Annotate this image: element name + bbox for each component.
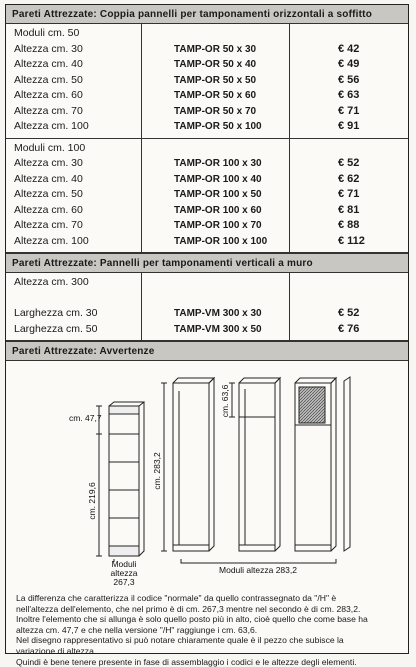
section-title-warnings: Pareti Attrezzate: Avvertenze xyxy=(6,341,408,361)
product-code: TAMP-OR 100 x 100 xyxy=(174,235,268,247)
cabinet-tall xyxy=(173,378,214,551)
cabinet-diagram xyxy=(6,361,408,591)
cabinet-split xyxy=(239,378,280,551)
table-50 xyxy=(6,24,408,139)
price: € 88 xyxy=(338,219,360,231)
cabinet-hatched xyxy=(295,378,336,551)
product-code: TAMP-OR 100 x 40 xyxy=(174,173,262,185)
price: € 91 xyxy=(338,120,360,132)
price: € 49 xyxy=(338,58,360,70)
price: € 62 xyxy=(338,172,360,185)
group-header: Moduli cm. 50 xyxy=(14,27,80,39)
group-header: Moduli cm. 100 xyxy=(14,141,86,154)
product-code: TAMP-OR 50 x 100 xyxy=(174,121,262,132)
row-label: Altezza cm. 100 xyxy=(14,120,89,132)
table-100 xyxy=(6,139,408,254)
row-label: Altezza cm. 30 xyxy=(14,42,83,55)
dim-label-283: cm. 283,2 xyxy=(152,452,162,490)
product-code: TAMP-OR 100 x 70 xyxy=(174,220,262,231)
row-label: Altezza cm. 40 xyxy=(14,58,83,70)
dim-label-63: cm. 63,6 xyxy=(220,384,230,418)
price: € 71 xyxy=(338,104,360,117)
section-title-vertical: Pareti Attrezzate: Pannelli per tamponamenti verticali a muro xyxy=(6,253,408,273)
technical-drawing xyxy=(6,361,408,591)
price: € 63 xyxy=(338,89,360,101)
caption-left-line2: altezza xyxy=(110,568,138,578)
product-code: TAMP-OR 100 x 30 xyxy=(174,158,262,169)
row-label: Altezza cm. 60 xyxy=(14,89,83,101)
row-label: Larghezza cm. 30 xyxy=(14,307,98,319)
row-label: Altezza cm. 50 xyxy=(14,73,83,86)
note-line: Quindi è bene tenere presente in fase di assemblaggio i codici e le altezze degli elementi. xyxy=(16,656,357,667)
row-label: Altezza cm. 50 xyxy=(14,188,83,200)
warning-notes xyxy=(6,591,408,667)
caption-left-line1: Moduli xyxy=(111,559,137,569)
product-code: TAMP-VM 300 x 50 xyxy=(174,323,262,335)
table-vertical xyxy=(6,273,408,341)
price: € 76 xyxy=(338,322,360,335)
dim-label-47: cm. 47,7 xyxy=(69,413,102,423)
note-line: Inoltre l'elemento che si allunga è solo quello posto più in alto, cioè quello che come base ha xyxy=(16,614,368,625)
product-code: TAMP-OR 100 x 50 xyxy=(174,189,262,200)
product-code: TAMP-OR 50 x 70 xyxy=(174,105,257,117)
price: € 71 xyxy=(338,188,360,200)
price: € 52 xyxy=(338,307,360,319)
group-header: Altezza cm. 300 xyxy=(14,276,89,288)
row-label: Altezza cm. 100 xyxy=(14,234,89,247)
row-label: Altezza cm. 60 xyxy=(14,203,83,216)
row-label: Larghezza cm. 50 xyxy=(14,322,98,335)
price: € 56 xyxy=(338,73,360,86)
note-line: variazione di altezza. xyxy=(16,645,97,656)
product-code: TAMP-OR 50 x 60 xyxy=(174,90,257,101)
row-label: Altezza cm. 30 xyxy=(14,157,83,169)
cabinet-stacked xyxy=(109,402,144,556)
row-label: Altezza cm. 70 xyxy=(14,104,83,117)
product-code: TAMP-OR 50 x 50 xyxy=(174,74,257,86)
price: € 112 xyxy=(338,234,365,247)
dim-label-219: cm. 219,6 xyxy=(87,482,97,520)
product-code: TAMP-VM 300 x 30 xyxy=(174,308,262,319)
row-label: Altezza cm. 40 xyxy=(14,172,83,185)
product-code: TAMP-OR 50 x 40 xyxy=(174,59,257,70)
caption-right: Moduli altezza 283,2 xyxy=(219,565,297,575)
price: € 42 xyxy=(338,42,360,55)
product-code: TAMP-OR 100 x 60 xyxy=(174,204,262,216)
note-line: nell'altezza dell'elemento, che nel primo è di cm. 267,3 mentre nel secondo è di cm. 283,2. xyxy=(16,603,361,614)
side-panel xyxy=(344,377,350,551)
price: € 81 xyxy=(338,203,360,216)
price: € 52 xyxy=(338,157,360,169)
note-line: altezza cm. 47,7 e che nella versione "/H" raggiunge i cm. 63,6. xyxy=(16,624,258,635)
row-label: Altezza cm. 70 xyxy=(14,219,83,231)
price-sheet xyxy=(5,4,409,667)
section-title-horizontal: Pareti Attrezzate: Coppia pannelli per tamponamenti orizzontali a soffitto xyxy=(6,5,408,24)
note-line: Nel disegno rappresentativo si può notare chiaramente quale è il pezzo che subisce la xyxy=(16,635,344,646)
note-line: La differenza che caratterizza il codice "normale" da quello contrassegnato da "/H" è xyxy=(16,593,337,603)
caption-left-line3: 267,3 xyxy=(113,577,135,587)
product-code: TAMP-OR 50 x 30 xyxy=(174,43,257,55)
